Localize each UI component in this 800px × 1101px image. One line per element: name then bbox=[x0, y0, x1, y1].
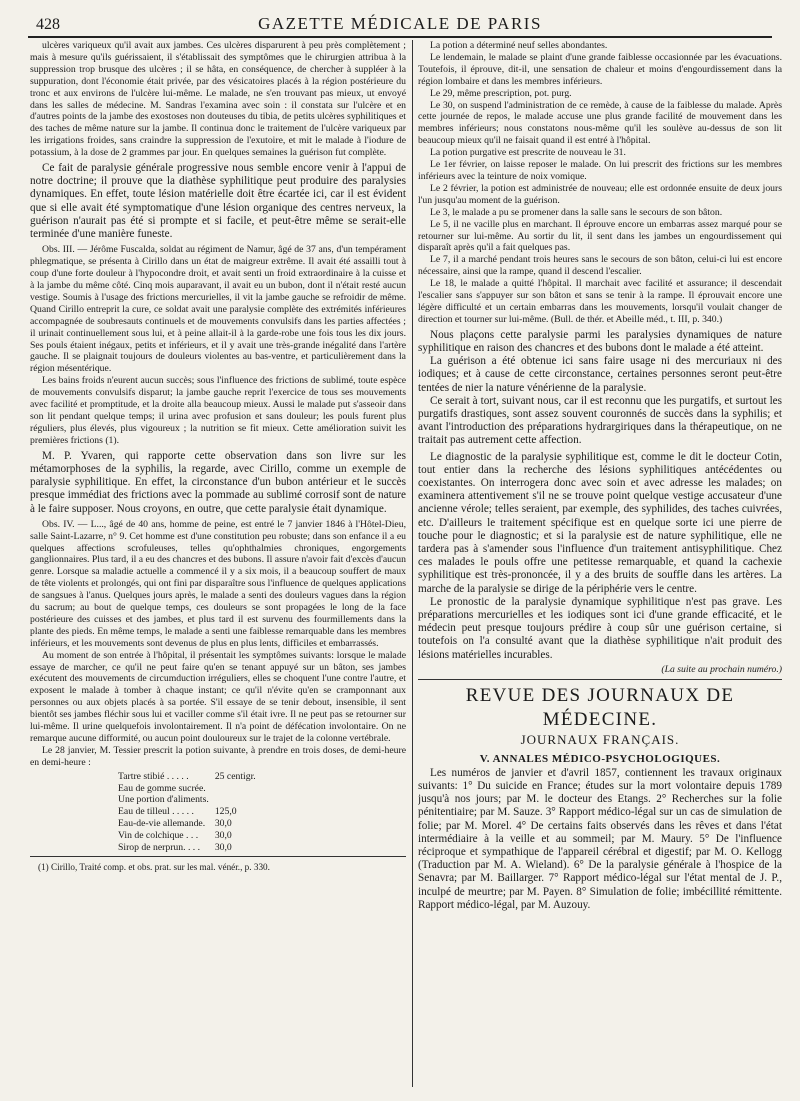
prescription-row: Eau de gomme sucrée. bbox=[118, 782, 206, 794]
paragraph: Obs. IV. — L..., âgé de 40 ans, homme de peine, est entré le 7 janvier 1846 à l'Hôtel-Dieu, salle Saint-Lazarre, n° 9. Cet homme est d'une constitution peu robuste; dans son enfance il a eu quelques affections scrofuleuses, telles qu'ophthalmies chroniques, engorgements ganglionnaires. Plus tard, il a eu des chancres et des bubons. Il assure n'avoir fait d'excès d'aucun genre. Lorsque sa maladie actuelle a commencé il y a six mois, il a beaucoup souffert de maux de tête violents et prolongés, qui ont fini par disparaître sous l'influence de quelques applications de sangsues à l'anus. Quelques jours après, le malade a senti des douleurs vagues dans la région du sacrum; au bout de quelque temps, ces douleurs se sont propagées le long de la face postérieure des cuisses et des jambes, et plus tard il est survenu des fourmillements dans la plante des pieds. En même temps, le malade a senti une faiblesse remarquable dans les membres inférieurs, et les mouvements sont devenus de plus en plus lents, difficiles et embarrassés. bbox=[30, 518, 406, 649]
section-heading: V. ANNALES MÉDICO-PSYCHOLOGIQUES. bbox=[479, 752, 721, 765]
prescription-row: Vin de colchique . . . 30,0 bbox=[118, 829, 232, 841]
prescription-row: Eau-de-vie allemande. 30,0 bbox=[118, 817, 232, 829]
page-header bbox=[28, 8, 772, 38]
paragraph: Le 1er février, on laisse reposer le malade. On lui prescrit des frictions sur les membres inférieurs avec la teinture de noix vomique. bbox=[418, 159, 782, 182]
paragraph: Les bains froids n'eurent aucun succès; sous l'influence des frictions de sublimé, toute espèce de mouvements convulsifs disparut; la jambe gauche reprit l'exercice de tous ses mouvements avec facilité et promptitude, et la droite alla beaucoup mieux. Aussi le malade put s'asseoir dans son lit pendant quelque temps; il urina avec profusion et sans douleur; les pouls furent plus réguliers, plus élevés, plus vigoureux ; la nutrition se fit mieux. Cette amélioration suivit les premières frictions (1). bbox=[30, 375, 406, 446]
section-divider bbox=[418, 679, 782, 680]
review-title: REVUE DES JOURNAUX DE MÉDECINE. bbox=[465, 684, 735, 730]
prescription-row: Une portion d'aliments. bbox=[118, 794, 209, 806]
paragraph: La potion a déterminé neuf selles abondantes. bbox=[430, 40, 608, 51]
paragraph: La potion purgative est prescrite de nouveau le 31. bbox=[430, 147, 626, 159]
paragraph: Obs. III. — Jérôme Fuscalda, soldat au régiment de Namur, âgé de 37 ans, d'un tempérament phlegmatique, se présenta à Cirillo dans un état de maigreur extrême. Il avait été assailli tout à coup d'une forte douleur à l'hypocondre droit, et avait senti un froid extraordinaire à la cuisse et à la jambe du même côté. Cinq mois auparavant, il avait eu un bubon, dont il n'était resté aucun vestige. Soumis à l'usage des frictions mercurielles, il vit la jambe gauche se refroidir de même. Quand Cirillo entreprit la cure, ce soldat avait une paralysie complète des extrémités inférieures accompagnée de soubresauts continuels et de mouvements convulsifs dans les parties affectées ; il urinait continuellement sous lui, et à peine allait-il à la garde-robe une fois tous les dix jours. Ses pouls étaient inégaux, petits et inférieurs, et il y avait une très-grande inégalité dans l'artère gauche. Il se plaignait toujours de douleurs violentes au bas-ventre, et particulièrement dans la région mésentérique. bbox=[30, 244, 406, 375]
prescription-table bbox=[118, 771, 262, 854]
right-column bbox=[418, 40, 782, 1089]
journal-title: GAZETTE MÉDICALE DE PARIS bbox=[258, 14, 542, 33]
paragraph: M. P. Yvaren, qui rapporte cette observation dans son livre sur les métamorphoses de la syphilis, la regarde, avec Cirillo, comme un exemple de paralysie syphilitique. En effet, la circonstance d'un bubon antérieur et le succès presque immédiat des frictions avec la pommade au sublimé corrosif sont de nature à le faire supposer. Nous croyons, en outre, que cette paralysie était dynamique. bbox=[30, 449, 406, 515]
paragraph: Le diagnostic de la paralysie syphilitique est, comme le dit le docteur Cotin, tout entier dans la recherche des lésions syphilitiques antécédentes ou coexistantes. On interrogera donc avec soin et avec adresse les malades; on examinera attentivement s'il ne se trouve point quelque vestige accusateur d'une ancienne vérole; telles seraient, par exemple, des syphilides, des taches cuivrées, etc. D'ailleurs le traitement spécifique est en quelque sorte ici une pierre de touche pour le diagnostic; et si la paralysie est de nature syphilitique, elle ne tardera pas à s'amender sous l'influence d'un traitement antisyphilitique. Chez ces malades le pouls offre une petitesse remarquable, et quand la cachexie syphilitique est très-prononcée, il y a des bruits de souffle dans les artères. La marche de la paralysie se dirige de la périphérie vers le centre. bbox=[418, 450, 782, 595]
paragraph: Les numéros de janvier et d'avril 1857, contiennent les travaux originaux suivants: 1° Du suicide en France; études sur la mort volontaire depuis 1789 jusqu'à nos jours; par M. le docteur des Etangs. 2° Recherches sur la folie pénitentiaire; par M. Sauze. 3° Rapport médico-légal sur un cas de simulation de folie; par M. Morel. 4° De certains faits observés dans les rêves et dans l'état intermédiaire à la veille et au sommeil; par M. Maury. 5° De l'influence réciproque et sympathique de l'appareil cérébral et digestif; par M. O. Kellogg (Traduction par M. A. Wieland). 6° De la paralysie générale à l'hospice de la Senavra; par M. Baillarger. 7° Rapport médico-légal sur l'état mental de J. P., inculpé de meurtre; par M. Payen. 8° Simulation de folie; imbécillité rémittente. Rapport médico-légal, par M. Auzouy. bbox=[418, 766, 782, 911]
paragraph: Le 28 janvier, M. Tessier prescrit la potion suivante, à prendre en trois doses, de demi-heure en demi-heure : bbox=[30, 744, 406, 768]
review-subtitle: JOURNAUX FRANÇAIS. bbox=[520, 731, 680, 747]
paragraph: Le 18, le malade a quitté l'hôpital. Il marchait avec facilité et assurance; il descendait l'escalier sans s'appuyer sur son bâton et sans se tenir à la rampe. Il éprouvait encore une légère difficulté et un certain embarras dans les mouvements, lorsqu'il voulait changer de direction et tourner sur lui-même. (Bull. de thér. et Abeille méd., t. III, p. 340.) bbox=[418, 278, 782, 325]
prescription-row: Sirop de nerprun. . . . 30,0 bbox=[118, 841, 232, 853]
left-column bbox=[30, 40, 406, 1089]
paragraph: Au moment de son entrée à l'hôpital, il présentait les symptômes suivants: lorsque le malade essaye de marcher, ce qu'il ne peut faire qu'en se tenant appuyé sur un bâton, ses jambes exécutent des mouvements de circumduction irréguliers, elles se choquent l'une contre l'autre, et exposent le malade à tomber à chaque instant; ce qu'il n'évite qu'en se cramponnant aux personnes ou aux objets placés à sa portée. S'il essaye de se tenir debout, insensible, il sent bientôt ses jambes fléchir sous lui et vaciller comme s'il était ivre. Il ne peut pas se retourner sur lui-même. Il urine quelquefois involontairement. Il n'a point de défécation involontaire. On ne remarque aucune difformité, ou aucun point douloureux sur le trajet de la colonne vertébrale. bbox=[30, 649, 406, 745]
paragraph: Le lendemain, le malade se plaint d'une grande faiblesse occasionnée par les évacuations. Toutefois, il éprouve, dit-il, une sensation de chaleur et moins d'engourdissement dans la région lombaire et dans les membres inférieurs. bbox=[418, 51, 782, 87]
footnote: (1) Cirillo, Traité comp. et obs. prat. sur les mal. vénér., p. 330. bbox=[38, 862, 270, 873]
footnote-divider bbox=[30, 856, 406, 857]
paragraph: ulcères variqueux qu'il avait aux jambes. Ces ulcères disparurent à peu près complètement ; mais à mesure qu'ils guérissaient, il s'établissait des symptômes que le chirurgien attribua à la suppression trop brusque des ulcères ; il se hâta, en conséquence, de chercher à suppléer à la suppuration, dont l'économie était privée, par des vésicatoires placés à la région postérieure du tronc et aux environs de l'ulcère lui-même. Le malade, ne s'en trouvant pas mieux, ut envoyé dans les salles de médecine. M. Sandras l'examina avec soin : il constata sur l'ulcère et en d'autres points de la jambe des exostoses non douteuses du tibia, de petits ulcères syphilitiques et des taches de même nature sur la jambe. Il continua donc le traitement de l'ulcère variqueux par les irrigations froides, sans craindre la suppression de l'exutoire, et mit le malade à l'iodure de potassium, à la dose de 2 grammes par jour. En quelques semaines la guérison fut complète. bbox=[30, 40, 406, 159]
paragraph: Le 30, on suspend l'administration de ce remède, à cause de la faiblesse du malade. Après cette journée de repos, le malade accuse une plus grande facilité de mouvement dans les membres inférieurs; nous constatons nous-même qu'il les soulève au-dessus de son lit beaucoup mieux qu'il ne faisait quand il est entré à l'hôpital. bbox=[418, 99, 782, 147]
paragraph: Ce serait à tort, suivant nous, car il est reconnu que les purgatifs, et surtout les purgatifs drastiques, sont assez souvent couronnés de succès dans la syphilis; et avant l'introduction des préparations hydrargiriques dans la thérapeutique, on ne traitait pas autrement cette affection. bbox=[418, 394, 782, 447]
continuation-note: (La suite au prochain numéro.) bbox=[661, 663, 782, 675]
paragraph: La guérison a été obtenue ici sans faire usage ni des mercuriaux ni des iodiques; et à cause de cette circonstance, certaines personnes seront peut-être tentées de nier la nature vénérienne de la paralysie. bbox=[418, 355, 782, 394]
page-number: 428 bbox=[36, 16, 60, 33]
paragraph: Le 5, il ne vacille plus en marchant. Il éprouve encore un embarras assez marqué pour se retourner sur lui-même. Au sortir du lit, il sent dans les jambes un engourdissement qui disparaît après qu'il a fait quelques pas. bbox=[418, 218, 782, 254]
paragraph: Le 3, le malade a pu se promener dans la salle sans le secours de son bâton. bbox=[430, 206, 723, 218]
paragraph: Le pronostic de la paralysie dynamique syphilitique n'est pas grave. Les préparations mercurielles et les iodiques sont ici d'une grande efficacité, et le médecin peut presque toujours prédire à coup sûr une guérison certaine, si toutefois on l'a consulté avant que la diathèse syphilitique n'ait produit des lésions matérielles incurables. bbox=[418, 595, 782, 661]
prescription-row: Tartre stibié . . . . . 25 centigr. bbox=[118, 770, 256, 782]
paragraph: Le 2 février, la potion est administrée de nouveau; elle est ordonnée ensuite de deux jours l'un jusqu'au moment de la guérison. bbox=[418, 182, 782, 206]
paragraph: Le 29, même prescription, pot. purg. bbox=[430, 87, 572, 99]
paragraph: Le 7, il a marché pendant trois heures sans le secours de son bâton, celui-ci lui est encore nécessaire, ainsi que la rampe, quand il descend l'escalier. bbox=[418, 254, 782, 278]
paragraph: Ce fait de paralysie générale progressive nous semble encore venir à l'appui de notre doctrine; il prouve que la diathèse syphilitique peut produire des paralysies dynamiques. En effet, toute lésion matérielle doit être écartée ici, car il est évident que si elle avait été symptomatique d'une lésion organique des centres nerveux, la guérison n'aurait pas été si prompte et si facile, et peut-être même se serait-elle terminée d'une manière funeste. bbox=[30, 162, 406, 241]
paragraph: Nous plaçons cette paralysie parmi les paralysies dynamiques de nature syphilitique en raison des chancres et des bubons dont le malade a été atteint. bbox=[418, 328, 782, 354]
prescription-row: Eau de tilleul . . . . . 125,0 bbox=[118, 806, 237, 818]
column-divider bbox=[412, 40, 413, 1087]
